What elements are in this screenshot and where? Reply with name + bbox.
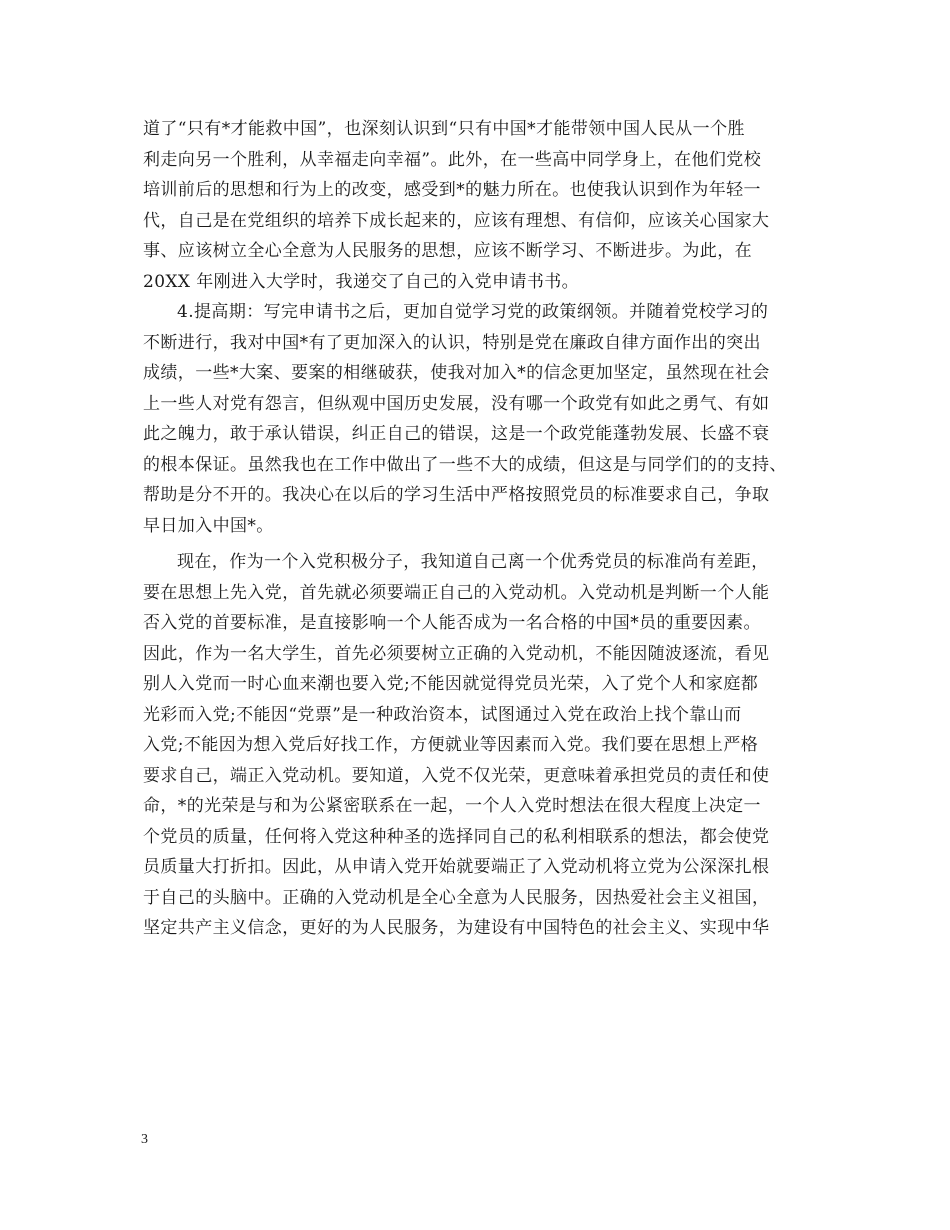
text-line: 道了“只有*才能救中国”，也深刻认识到“只有中国*才能带领中国人民从一个胜	[143, 119, 745, 139]
text-line: 要在思想上先入党，首先就必须要端正自己的入党动机。入党动机是判断一个人能	[143, 582, 770, 603]
text-line: 要求自己，端正入党动机。要知道，入党不仅光荣，更意味着承担党员的责任和使	[143, 765, 770, 786]
text-line: 坚定共产主义信念，更好的为人民服务，为建设有中国特色的社会主义、实现中华	[143, 918, 770, 938]
text-line: 个党员的质量，任何将入党这种种圣的选择同自己的私利相联系的想法，都会使党	[143, 826, 770, 847]
paragraph-first-line: 现在，作为一个入党积极分子，我知道自己离一个优秀党员的标准尚有差距，	[177, 552, 769, 572]
text-line: 培训前后的思想和行为上的改变，感受到*的魅力所在。也使我认识到作为年轻一	[143, 180, 761, 200]
text-line: 事、应该树立全心全意为人民服务的思想，应该不断学习、不断进步。为此，在	[143, 241, 752, 261]
text-line: 上一些人对党有怨言，但纵观中国历史发展，没有哪一个政党有如此之勇气、有如	[143, 393, 770, 414]
text-line: 别人入党而一时心血来潮也要入党;不能因就觉得党员光荣，入了党个人和家庭都	[143, 674, 759, 694]
text-line: 此之魄力，敢于承认错误，纠正自己的错误，这是一个政党能蓬勃发展、长盛不衰	[143, 424, 770, 444]
text-line: 入党;不能因为想入党后好找工作，方便就业等因素而入党。我们要在思想上严格	[143, 735, 759, 755]
text-line: 利走向另一个胜利，从幸福走向幸福”。此外，在一些高中同学身上，在他们党校	[143, 149, 762, 170]
text-line: 20XX 年刚进入大学时，我递交了自己的入党申请书书。	[143, 271, 580, 292]
text-line: 命，*的光荣是与和为公紧密联系在一起，一个人入党时想法在很大程度上决定一	[143, 796, 761, 816]
document-body	[143, 114, 809, 944]
text-line: 员质量大打折扣。因此，从申请入党开始就要端正了入党动机将立党为公深深扎根	[143, 857, 770, 877]
text-line: 早日加入中国*。	[143, 515, 274, 536]
page-number: 3	[141, 1132, 148, 1147]
text-line: 代，自己是在党组织的培养下成长起来的，应该有理想、有信仰，应该关心国家大	[143, 210, 770, 231]
text-line: 的根本保证。虽然我也在工作中做出了一些不大的成绩，但这是与同学们的的支持、	[143, 454, 787, 475]
text-line: 因此，作为一名大学生，首先必须要树立正确的入党动机，不能因随波逐流，看见	[143, 643, 770, 664]
text-line: 于自己的头脑中。正确的入党动机是全心全意为人民服务，因热爱社会主义祖国，	[143, 887, 770, 908]
paragraph-first-line: 4.提高期：写完申请书之后，更加自觉学习党的政策纲领。并随着党校学习的	[177, 302, 769, 322]
text-line: 成绩，一些*大案、要案的相继破获，使我对加入*的信念更加坚定，虽然现在社会	[143, 363, 770, 383]
text-line: 不断进行，我对中国*有了更加深入的认识，特别是党在廉政自律方面作出的突出	[143, 332, 761, 353]
text-line: 光彩而入党;不能因“党票”是一种政治资本，试图通过入党在政治上找个靠山而	[143, 704, 742, 725]
text-line: 帮助是分不开的。我决心在以后的学习生活中严格按照党员的标准要求自己，争取	[143, 485, 770, 505]
text-line: 否入党的首要标准，是直接影响一个人能否成为一名合格的中国*员的重要因素。	[143, 613, 761, 633]
